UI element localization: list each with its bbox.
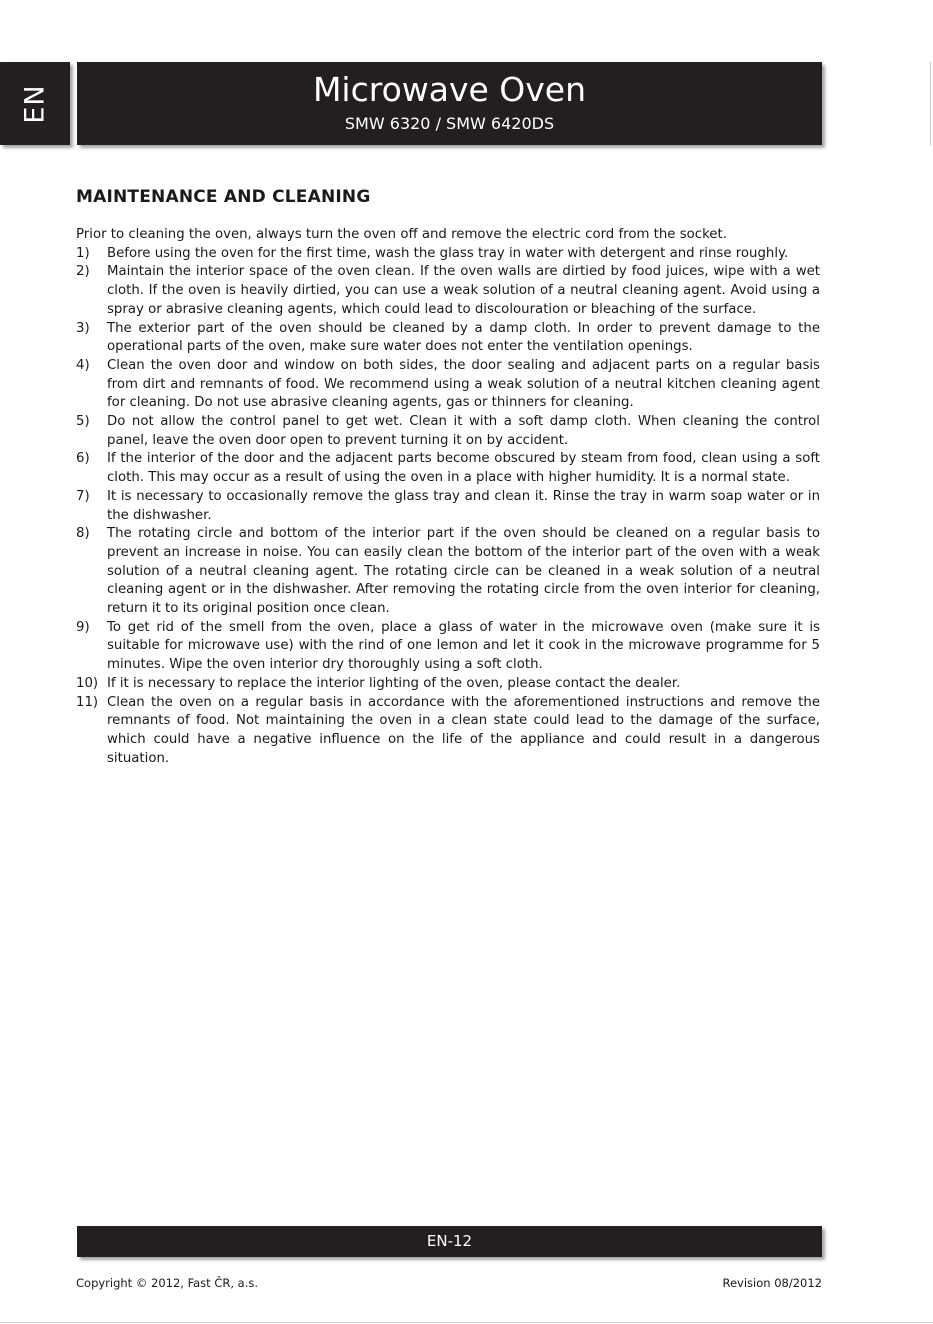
- list-item: [76, 619, 820, 675]
- item-number: 1): [76, 245, 90, 261]
- bottom-rule: [0, 1322, 933, 1323]
- page-title: Microwave Oven: [312, 70, 587, 109]
- item-number: 9): [76, 619, 90, 635]
- revision-text: Revision 08/2012: [722, 1276, 822, 1290]
- item-text: Maintain the interior space of the oven clean. If the oven walls are dirtied by food juices, wipe with a wet cloth. If the oven is heavily dirtied, you can use a weak solution of a neutral cleaning agent. Avoid using a spray or abrasive cleaning agents, which could lead to discolouration or bleaching of the surface.: [107, 264, 820, 317]
- list-item: [76, 320, 820, 357]
- item-text: The exterior part of the oven should be cleaned by a damp cloth. In order to prevent damage to the operational parts of the oven, make sure water does not enter the ventilation openings.: [107, 320, 820, 355]
- item-text: If it is necessary to replace the interior lighting of the oven, please contact the dealer.: [107, 675, 681, 691]
- cleaning-steps-list: [76, 245, 820, 769]
- item-text: Clean the oven door and window on both sides, the door sealing and adjacent parts on a regular basis from dirt and remnants of food. We recommend using a weak solution of a neutral kitchen cleaning agent for cleaning. Do not use abrasive cleaning agents, gas or thinners for cleaning.: [107, 357, 820, 411]
- item-text: If the interior of the door and the adjacent parts become obscured by steam from food, clean using a soft cloth. This may occur as a result of using the oven in a place with higher humidity. It is a normal state.: [107, 451, 820, 486]
- intro-paragraph: Prior to cleaning the oven, always turn the oven off and remove the electric cord from the socket.: [76, 227, 727, 242]
- item-text: Do not allow the control panel to get wet. Clean it with a soft damp cloth. When cleaning the control panel, leave the oven door open to prevent turning it on by accident.: [107, 414, 820, 448]
- page-number: EN-12: [426, 1232, 473, 1250]
- edge-rule: [930, 62, 931, 145]
- language-tab: [0, 62, 70, 145]
- language-tab-label: EN: [19, 83, 51, 124]
- list-item: [76, 525, 820, 619]
- item-number: 7): [76, 488, 90, 504]
- item-number: 2): [76, 264, 90, 280]
- list-item: [76, 263, 820, 319]
- item-text: Clean the oven on a regular basis in accordance with the aforementioned instructions and remove the remnants of food. Not maintaining the oven in a clean state could lead to the damage of the surface, which could have a negative influence on the life of the appliance and could result in a dangerous situation.: [107, 694, 820, 766]
- list-item: [76, 488, 820, 525]
- item-number: 10): [76, 675, 99, 691]
- item-text: Before using the oven for the first time, wash the glass tray in water with detergent and rinse roughly.: [107, 245, 789, 261]
- item-number: 11): [76, 694, 99, 710]
- item-text: The rotating circle and bottom of the interior part if the oven should be cleaned on a regular basis to prevent an increase in noise. You can easily clean the bottom of the interior part of the oven with a weak solution of a neutral cleaning agent. The rotating circle can be cleaned in a weak solution of a neutral cleaning agent or in the dishwasher. After removing the rotating circle from the oven interior for cleaning, return it to its original position once clean.: [107, 526, 820, 617]
- list-item: [76, 675, 820, 694]
- model-subtitle: SMW 6320 / SMW 6420DS: [344, 114, 555, 133]
- item-number: 5): [76, 414, 90, 430]
- item-number: 6): [76, 451, 90, 467]
- main-content: [76, 186, 820, 768]
- list-item: [76, 413, 820, 450]
- list-item: [76, 357, 820, 413]
- section-heading: MAINTENANCE AND CLEANING: [76, 187, 371, 207]
- item-number: 3): [76, 320, 90, 336]
- list-item: [76, 450, 820, 487]
- item-text: To get rid of the smell from the oven, place a glass of water in the microwave oven (make sure it is suitable for microwave use) with the rind of one lemon and let it cook in the microwave programme for 5 minutes. Wipe the oven interior dry thoroughly using a soft cloth.: [107, 619, 820, 673]
- copyright-text: Copyright © 2012, Fast ČR, a.s.: [76, 1276, 259, 1290]
- header-bar: [77, 62, 822, 145]
- footer-bar: [77, 1226, 822, 1257]
- list-item: [76, 694, 820, 769]
- item-number: 4): [76, 357, 90, 373]
- item-number: 8): [76, 526, 90, 542]
- list-item: [76, 245, 820, 264]
- item-text: It is necessary to occasionally remove the glass tray and clean it. Rinse the tray in warm soap water or in the dishwasher.: [107, 488, 820, 523]
